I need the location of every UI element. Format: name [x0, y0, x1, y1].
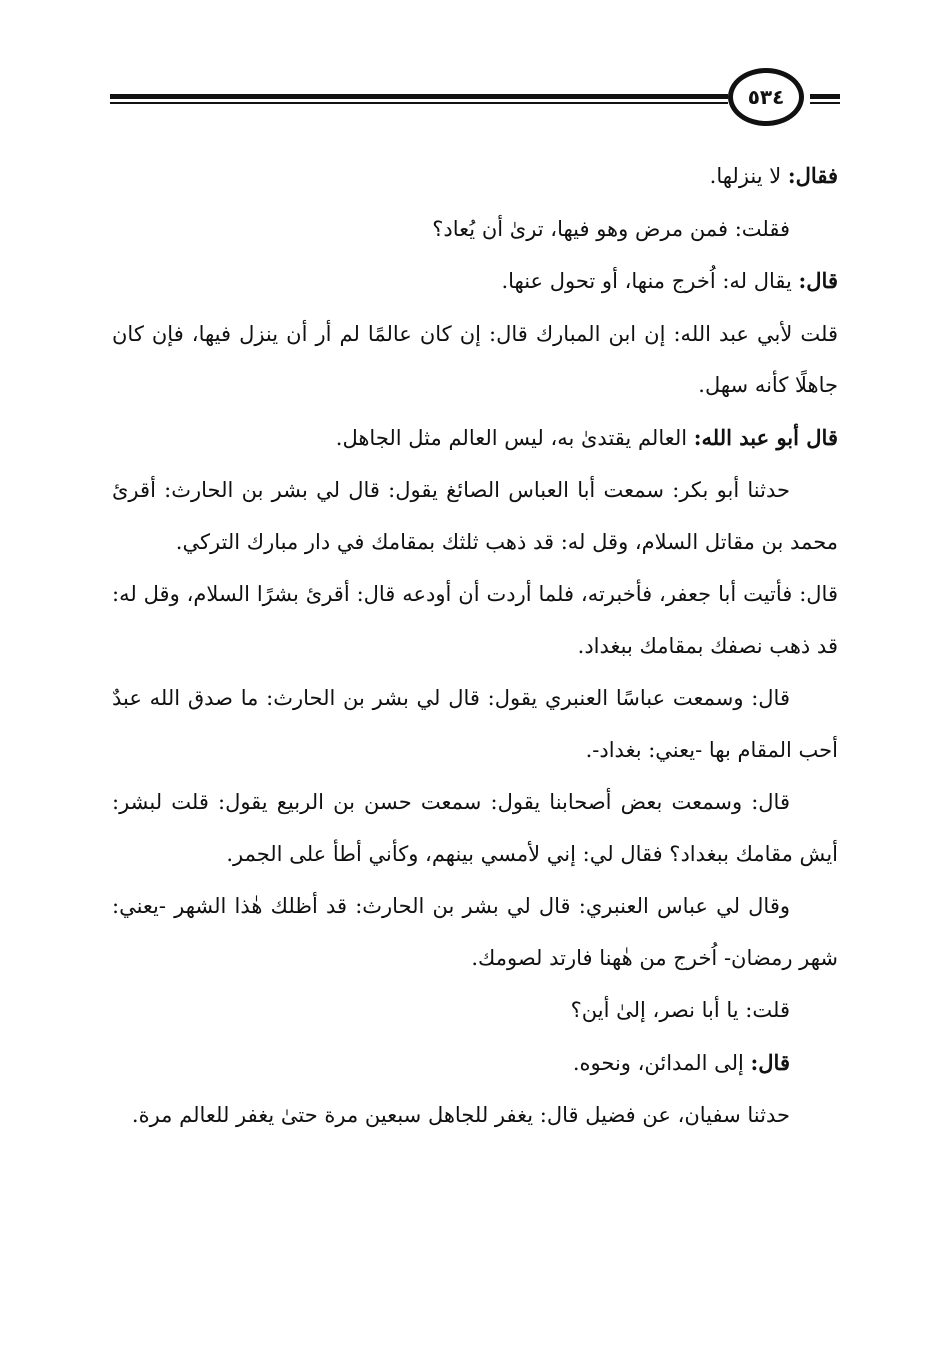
- paragraph-text: يقال له: اُخرج منها، أو تحول عنها.: [501, 269, 799, 293]
- header-rule-right-thin: [810, 102, 840, 104]
- paragraph-text: قال: وسمعت عباسًا العنبري يقول: قال لي بشر بن الحارث: ما صدق الله عبدٌ أحب المقام بها -يعني: بغداد-.: [112, 686, 838, 762]
- page-number: ٥٣٤: [747, 85, 785, 109]
- paragraph-text: العالم يقتدىٰ به، ليس العالم مثل الجاهل.: [335, 425, 694, 450]
- paragraph-text: قلت لأبي عبد الله: إن ابن المبارك قال: إن كان عالمًا لم أر أن ينزل فيها، فإن كان جاهلًا كأنه سهل.: [112, 321, 838, 397]
- paragraph: [112, 150, 838, 203]
- paragraph-text: وقال لي عباس العنبري: قال لي بشر بن الحارث: قد أظلك هٰذا الشهر -يعني: شهر رمضان- اُخرج من هٰهنا فارتد لصومك.: [112, 894, 838, 970]
- paragraph: [112, 255, 838, 308]
- paragraph: [112, 308, 838, 412]
- paragraph-text: حدثنا سفيان، عن فضيل قال: يغفر للجاهل سبعين مرة حتىٰ يغفر للعالم مرة.: [131, 1103, 790, 1127]
- paragraph: [112, 672, 838, 776]
- paragraph-text: إلى المدائن، ونحوه.: [572, 1050, 751, 1075]
- paragraph-text: قال: وسمعت بعض أصحابنا يقول: سمعت حسن بن الربيع يقول: قلت لبشر: أيش مقامك ببغداد؟ فقال لي: إني لأمسي بينهم، وكأني أطأ على الجمر.: [112, 790, 838, 866]
- paragraph-lead: قال:: [798, 268, 838, 293]
- paragraph-lead: فقال:: [787, 163, 838, 188]
- paragraph-text: حدثنا أبو بكر: سمعت أبا العباس الصائغ يقول: قال لي بشر بن الحارث: أقرئ محمد بن مقاتل السلام، وقل له: قد ذهب ثلثك بمقامك في دار مبارك التركي.: [112, 478, 838, 554]
- paragraph-text: قال: فأتيت أبا جعفر، فأخبرته، فلما أردت أن أودعه قال: أقرئ بشرًا السلام، وقل له: قد ذهب نصفك بمقامك ببغداد.: [112, 582, 838, 658]
- page-header: [110, 68, 840, 128]
- paragraph-lead: قال:: [750, 1049, 790, 1075]
- header-rule-right-thick: [810, 94, 840, 99]
- paragraph-text: قلت: يا أبا نصر، إلىٰ أين؟: [570, 998, 790, 1022]
- paragraph: [112, 776, 838, 880]
- page-number-badge: [728, 68, 804, 126]
- paragraph: [112, 984, 838, 1037]
- paragraph-text: فقلت: فمن مرض وهو فيها، ترىٰ أن يُعاد؟: [432, 216, 790, 241]
- paragraph: [112, 203, 838, 256]
- body-text: [112, 150, 838, 1142]
- header-rule-thin: [110, 102, 728, 104]
- paragraph: [112, 880, 838, 984]
- paragraph: [112, 1037, 838, 1090]
- paragraph: [112, 1089, 838, 1142]
- paragraph: [112, 568, 838, 672]
- paragraph: [112, 464, 838, 568]
- paragraph-lead: قال أبو عبد الله:: [693, 424, 838, 450]
- paragraph-text: لا ينزلها.: [709, 164, 788, 188]
- header-rule-thick: [110, 94, 728, 99]
- paragraph: [112, 412, 838, 465]
